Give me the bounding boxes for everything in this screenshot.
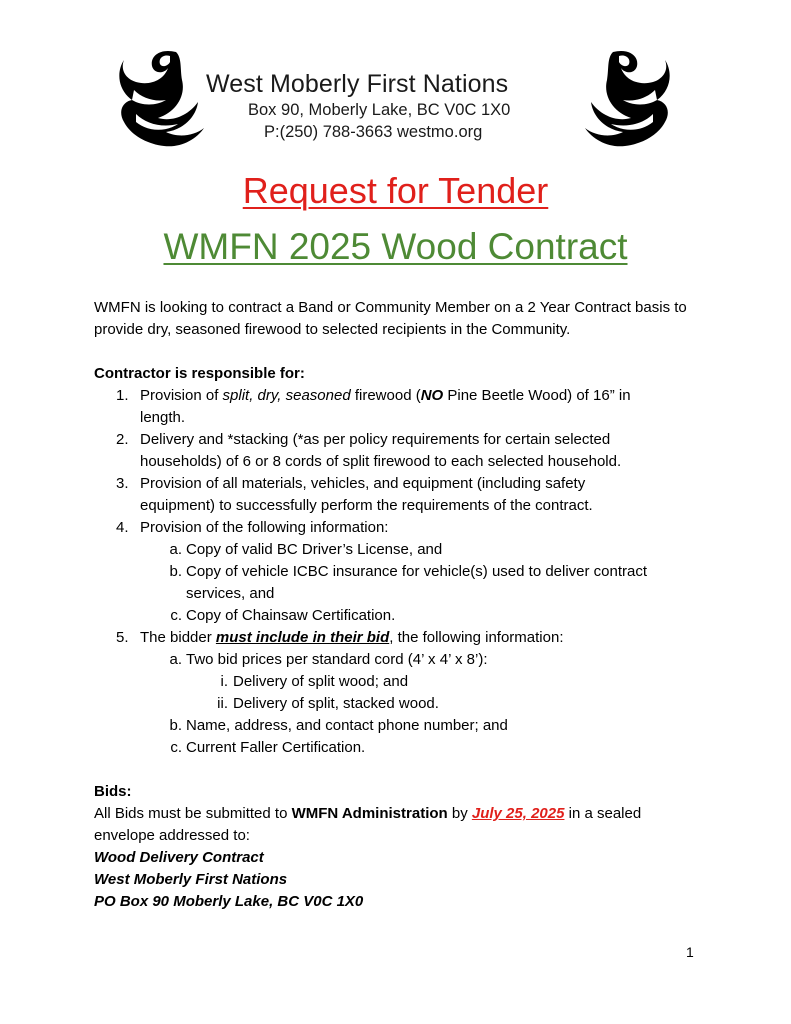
document-title: Request for Tender — [242, 170, 549, 211]
intro-paragraph: WMFN is looking to contract a Band or Community Member on a 2 Year Contract basis to provide dry, seasoned firewood to selected recipients in the Community. — [94, 299, 687, 338]
bids-heading: Bids: — [94, 783, 132, 800]
document-body — [94, 297, 704, 913]
swan-logo-left — [116, 46, 208, 152]
mailing-address-line2: West Moberly First Nations — [94, 871, 288, 888]
list-item-5b: b. Name, address, and contact phone number; and — [169, 717, 508, 734]
list-item-2: 2. Delivery and *stacking (*as per policy requirements for certain selected households) of 6 or 8 cords of split firewood to each selected household. — [116, 431, 622, 470]
swan-logo-right — [581, 46, 673, 152]
list-item-5a-ii: ii. Delivery of split, stacked wood. — [217, 695, 439, 712]
list-item-3: 3. Provision of all materials, vehicles, and equipment (including safety equipment) to successfully perform the requirements of the contract. — [116, 475, 593, 514]
organization-address: Box 90, Moberly Lake, BC V0C 1X0 — [248, 101, 511, 119]
bid-deadline-date: July 25, 2025 — [471, 805, 565, 822]
page-number: 1 — [686, 944, 694, 960]
list-item-4: 4. Provision of the following information: — [116, 519, 389, 536]
list-item-5c: c. Current Faller Certification. — [170, 739, 366, 756]
mailing-address-line1: Wood Delivery Contract — [94, 849, 264, 866]
mailing-address-line3: PO Box 90 Moberly Lake, BC V0C 1X0 — [94, 893, 364, 910]
list-item-5a: a. Two bid prices per standard cord (4’ x 4’ x 8’): — [169, 651, 488, 668]
list-item-5: 5. The bidder must include in their bid, the following information: — [116, 629, 564, 646]
list-item-5a-i: i. Delivery of split wood; and — [220, 673, 409, 690]
bids-paragraph-line2: envelope addressed to: — [94, 827, 250, 844]
list-item-4c: c. Copy of Chainsaw Certification. — [170, 607, 396, 624]
list-item-1: 1. Provision of split, dry, seasoned firewood (NO Pine Beetle Wood) of 16” in length. — [116, 387, 631, 426]
letterhead — [0, 40, 791, 155]
list-item-4b: b. Copy of vehicle ICBC insurance for vehicle(s) used to deliver contract services, and — [169, 563, 648, 602]
bids-paragraph: All Bids must be submitted to WMFN Administration by July 25, 2025 in a sealed — [94, 805, 642, 822]
list-item-4a: a. Copy of valid BC Driver’s License, and — [169, 541, 443, 558]
document-subtitle: WMFN 2025 Wood Contract — [163, 226, 628, 267]
responsibilities-heading: Contractor is responsible for: — [94, 365, 305, 382]
organization-contact: P:(250) 788-3663 westmo.org — [264, 123, 483, 141]
organization-name: West Moberly First Nations — [206, 70, 509, 98]
